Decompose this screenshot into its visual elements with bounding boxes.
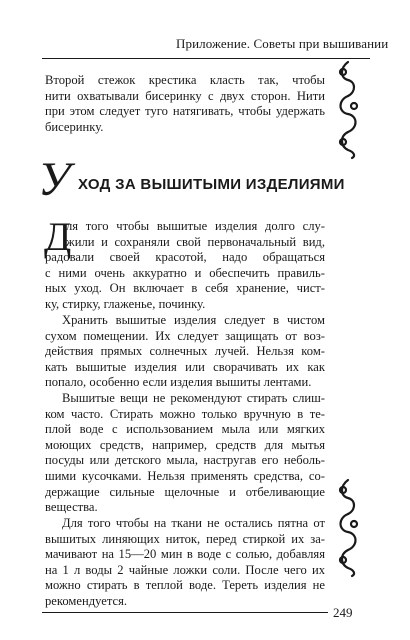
text-line: шими кусочками. Нельзя применять средства, со- [45, 468, 325, 483]
text-line: кать вышитые изделия или сворачивать их как [45, 359, 325, 374]
paragraph-stains [45, 516, 325, 610]
text-line: Вышитые вещи не рекомендуют стирать слиш- [62, 391, 325, 405]
section-heading [38, 153, 345, 206]
text-line: Для того чтобы на ткани не остались пятна от [62, 516, 325, 530]
text-line: плой воде с использованием мыла или мягких [45, 422, 325, 437]
footer-rule [42, 612, 328, 613]
text-line: мачивают на 15—20 мин в воде с солью, добавляя [45, 547, 325, 562]
paragraph-washing [45, 391, 325, 516]
text-line: Второй стежок крестика класть так, чтобы [45, 73, 325, 87]
running-header: Приложение. Советы при вышивании [176, 36, 389, 51]
text-line: попало, особенно если изделия вышиты лентами. [45, 375, 312, 390]
text-line: радовали своей красотой, надо обращаться [45, 250, 325, 265]
page-number: 249 [333, 605, 353, 620]
text-line: посуды или детского мыла, настругав его неболь- [45, 453, 325, 468]
text-line: ных уход. Он включает в себя хранение, чист- [45, 281, 325, 296]
header-rule [42, 58, 370, 59]
flourish-ornament-icon [334, 478, 362, 578]
body-dropcap: Д [44, 214, 72, 259]
text-line: ку, стирку, глаженье, починку. [45, 296, 206, 311]
paragraph-care-intro [44, 214, 325, 313]
heading-text: ХОД ЗА ВЫШИТЫМИ ИЗДЕЛИЯМИ [78, 176, 345, 193]
flourish-ornament-icon [334, 60, 362, 160]
heading-dropcap: У [38, 153, 71, 206]
text-line: нити охватывали бисеринку с двух сторон. Нити [45, 88, 325, 103]
text-line: жили и сохраняли свой первоначальный вид, [66, 234, 325, 249]
text-line: ком часто. Стирать можно только вручную в те- [45, 406, 325, 421]
text-line: держащие сильные щелочные и отбеливающие [45, 484, 325, 499]
paragraph-storage [45, 313, 325, 391]
text-line: сухом помещении. Их следует защищать от воз- [45, 328, 325, 343]
text-line: Хранить вышитые изделия следует в чистом [62, 313, 325, 327]
text-line: вещества. [45, 500, 98, 515]
text-line: можно стирать в теплой воде. Тереть изделия не [45, 578, 325, 593]
text-line: с ними очень аккуратно и обеспечить правиль- [45, 265, 325, 280]
text-line: рекомендуется. [45, 593, 128, 608]
text-line: моющих средств, например, средств для мытья [45, 437, 325, 452]
text-line: бисеринку. [45, 119, 104, 134]
text-line: действия прямых солнечных лучей. Нельзя ком- [45, 344, 325, 359]
paragraph-intro [45, 73, 325, 135]
text-line: на 1 л воды 2 чайные ложки соли. После чего их [45, 562, 325, 577]
text-line: вышитых линяющих ниток, перед стиркой их за- [45, 531, 325, 546]
text-line: при этом следует туго натягивать, чтобы удержать [45, 104, 325, 119]
text-line: ля того чтобы вышитые изделия долго слу- [66, 219, 325, 233]
